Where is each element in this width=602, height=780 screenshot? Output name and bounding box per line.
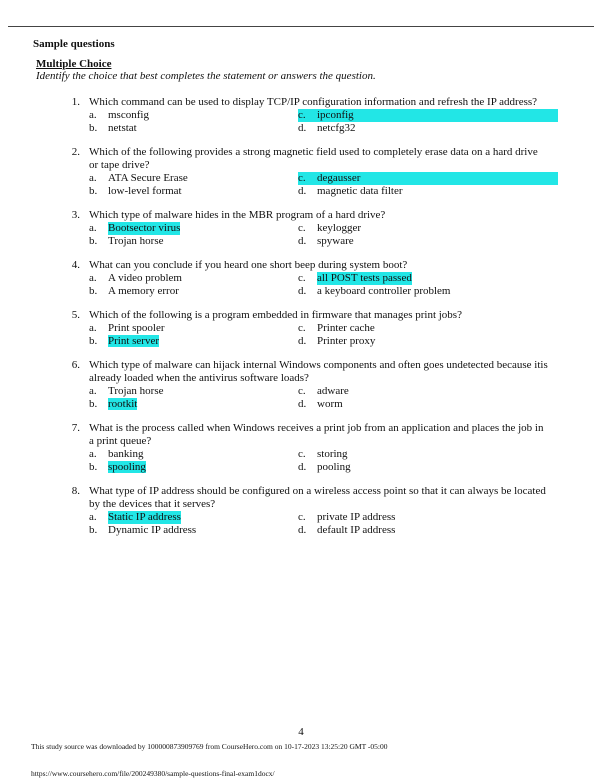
option-letter: a. [89,172,97,184]
answer-options [89,222,602,247]
question-text: What type of IP address should be configured on a wireless access point so that it can always be located by the devices that it serves? [89,485,546,510]
answer-option [89,109,298,122]
option-text: msconfig [108,109,149,121]
option-letter: c. [298,222,306,234]
answer-option [298,322,558,335]
option-letter: c. [298,172,306,184]
answer-option [298,448,558,461]
highlighted-answer: Static IP address [108,511,181,523]
answer-options [89,109,602,134]
question-number: 5. [71,309,80,321]
answer-option [89,172,298,185]
option-letter: d. [298,284,307,297]
option-text: Print spooler [108,322,165,334]
option-text: Printer cache [317,322,375,334]
option-letter: c. [298,322,306,334]
option-letter: c. [298,448,306,460]
option-letter: b. [89,334,98,347]
answer-option [89,122,298,135]
question-5 [0,309,602,347]
answer-option [89,335,298,348]
option-text: banking [108,448,144,460]
option-letter: a. [89,109,97,121]
option-text: keylogger [317,222,361,234]
option-text: default IP address [317,523,396,536]
question-1 [0,96,602,134]
option-text: A memory error [108,284,179,297]
option-text: ATA Secure Erase [108,172,188,184]
option-text: magnetic data filter [317,184,403,197]
answer-option [298,398,558,411]
option-letter: c. [298,109,306,121]
option-text: Trojan horse [108,234,164,247]
question-text: Which of the following provides a strong magnetic field used to completely erase data on a hard drive or tape drive? [89,146,538,171]
option-text: private IP address [317,511,396,523]
question-number: 4. [71,259,80,271]
multiple-choice-heading: Multiple Choice [36,58,112,70]
question-text: Which of the following is a program embedded in firmware that manages print jobs? [89,309,462,321]
option-text: netcfg32 [317,121,356,134]
page-number: 4 [298,726,304,738]
option-text: spyware [317,234,354,247]
answer-option [89,524,298,537]
option-letter: c. [298,511,306,523]
option-text: Dynamic IP address [108,523,197,536]
option-letter: d. [298,460,307,473]
option-letter: d. [298,184,307,197]
question-text: Which type of malware can hijack internal Windows components and often goes undetected because itis already loaded when the antivirus software loads? [89,359,548,384]
option-text: A video problem [108,272,182,284]
answer-option [89,285,298,298]
answer-option [298,222,558,235]
option-letter: a. [89,322,97,334]
answer-option [89,185,298,198]
answer-option [298,172,558,185]
option-letter: d. [298,397,307,410]
question-number: 2. [71,146,80,158]
option-text: adware [317,385,349,397]
option-letter: b. [89,284,98,297]
option-letter: b. [89,523,98,536]
option-text: Printer proxy [317,334,376,347]
question-text: What is the process called when Windows receives a print job from an application and places the job in a print queue? [89,422,544,447]
section-title: Sample questions [33,38,115,50]
highlighted-answer: Print server [108,334,160,347]
answer-option [89,398,298,411]
answer-option [89,448,298,461]
answer-option [89,222,298,235]
question-2 [0,146,602,197]
answer-options [89,385,602,410]
answer-option [298,122,558,135]
option-text: Trojan horse [108,385,164,397]
option-letter: b. [89,460,98,473]
answer-options [89,272,602,297]
option-letter: d. [298,234,307,247]
answer-options [89,322,602,347]
highlighted-answer: rootkit [108,397,138,410]
option-letter: a. [89,222,97,234]
highlighted-answer: spooling [108,460,146,473]
source-url[interactable]: https://www.coursehero.com/file/200249380/sample-questions-final-exam1docx/ [31,769,275,778]
answer-option [298,335,558,348]
question-number: 7. [71,422,80,434]
question-number: 6. [71,359,80,371]
option-letter: d. [298,334,307,347]
download-source-note: This study source was downloaded by 100000873909769 from CourseHero.com on 10-17-2023 13:25:20 GMT -05:00 [31,742,388,751]
question-number: 3. [71,209,80,221]
answer-option [89,461,298,474]
answer-option [298,524,558,537]
highlighted-answer: degausser [317,172,361,184]
option-letter: a. [89,511,97,523]
answer-option [89,322,298,335]
highlighted-answer: ipconfig [317,109,354,121]
option-letter: a. [89,448,97,460]
question-7 [0,422,602,473]
answer-option [298,511,558,524]
answer-option [298,109,558,122]
option-text: low-level format [108,184,182,197]
option-letter: c. [298,385,306,397]
highlighted-answer: Bootsector virus [108,222,181,234]
option-letter: b. [89,397,98,410]
question-number: 1. [71,96,80,108]
answer-option [298,185,558,198]
option-letter: c. [298,272,306,284]
option-text: storing [317,448,348,460]
answer-option [298,385,558,398]
top-rule [8,26,594,27]
option-letter: b. [89,184,98,197]
answer-option [298,285,558,298]
question-4 [0,259,602,297]
answer-option [298,235,558,248]
answer-options [89,172,602,197]
answer-option [298,461,558,474]
answer-option [89,235,298,248]
option-letter: d. [298,523,307,536]
question-8 [0,485,602,536]
option-letter: b. [89,121,98,134]
question-6 [0,359,602,410]
question-text: What can you conclude if you heard one short beep during system boot? [89,259,408,271]
question-text: Which command can be used to display TCP/IP configuration information and refresh the IP address? [89,96,538,108]
question-number: 8. [71,485,80,497]
option-text: worm [317,397,343,410]
option-letter: a. [89,385,97,397]
answer-options [89,448,602,473]
option-text: a keyboard controller problem [317,284,451,297]
answer-option [89,272,298,285]
answer-options [89,511,602,536]
question-3 [0,209,602,247]
answer-option [89,385,298,398]
option-letter: d. [298,121,307,134]
highlighted-answer: all POST tests passed [317,272,412,284]
question-list [0,96,602,548]
question-text: Which type of malware hides in the MBR program of a hard drive? [89,209,386,221]
option-letter: b. [89,234,98,247]
answer-option [89,511,298,524]
instructions: Identify the choice that best completes the statement or answers the question. [36,70,376,82]
option-letter: a. [89,272,97,284]
answer-option [298,272,558,285]
option-text: netstat [108,121,137,134]
option-text: pooling [317,460,351,473]
